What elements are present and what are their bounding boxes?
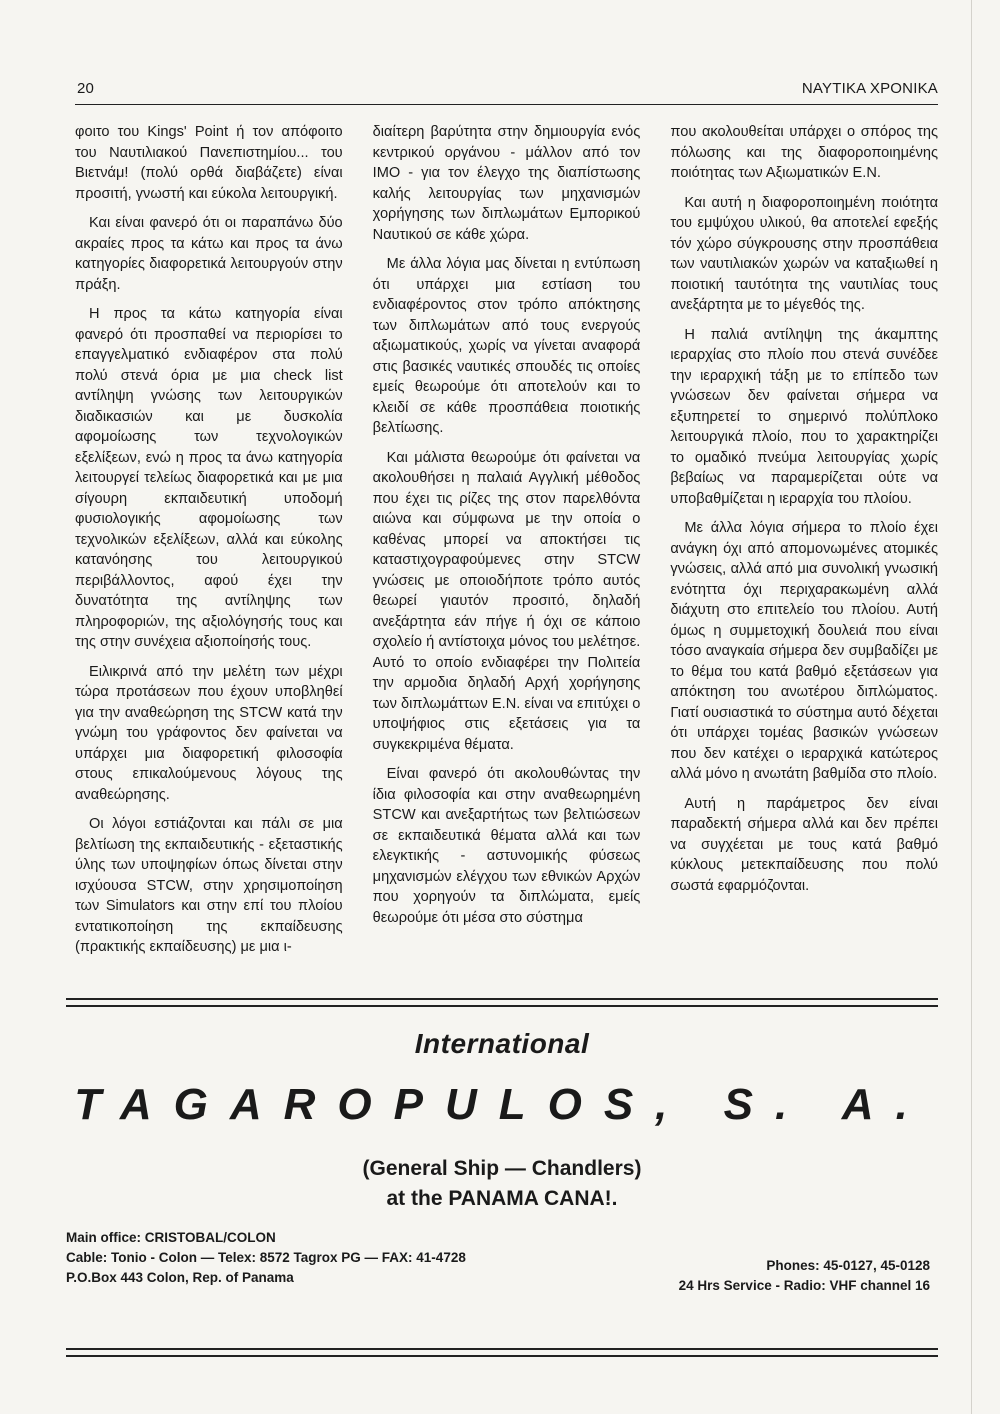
- paragraph: Με άλλα λόγια μας δίνεται η εντύπωση ότι υπάρχει μια εστίαση του ενδιαφέροντος στον τρόπο απόκτησης των διπλωμάτων από τους ενεργούς αξιωματικούς, χωρίς να γίνεται αναφορά στις βασικές ναυτικές σπουδές τις οποίες εμείς θεωρούμε ότι αποτελούν και το κλειδί σε κάθε προσπάθεια ποιοτικής βελτίωσης.: [372, 256, 641, 436]
- ad-main-office: Main office: CRISTOBAL/COLON: [66, 1230, 276, 1245]
- ad-pobox: P.O.Box 443 Colon, Rep. of Panama: [66, 1270, 294, 1285]
- paragraph: που ακολουθείται υπάρχει ο σπόρος της πόλωσης και της διαφοροποιημένης ποιότητας των Αξιωματικών Ε.Ν.: [670, 124, 939, 181]
- ad-phones: Phones: 45-0127, 45-0128: [766, 1258, 930, 1273]
- paragraph: Είναι φανερό ότι ακολουθώντας την ίδια φιλοσοφία και στην αναθεωρημένη STCW και ανεξαρτήτως των βελτιώσεων σε εκπαιδευτικά θέματα αλλά και των ελεγκτικής - αστυνομικής φύσεως μηχανισμών ελέγχου των εθνικών Αρχών που χορηγούν τα διπλώματα, εμείς θεωρούμε ότι μέσα στο σύστημα: [372, 766, 641, 926]
- ad-tagline: [66, 1154, 938, 1214]
- paragraph: Και μάλιστα θεωρούμε ότι φαίνεται να ακολουθήσει η παλαιά Αγγλική μέθοδος που έχει τις ρίζες της στον παρελθόντα αιώνα και σύμφωνα με την οποία ο καθένας μπορεί να αποκτήσει τις καταστιχογραφούμενες στην STCW γνώσεις με οποιοδήποτε τρόπο αυτός θεωρεί γιαυτόν προσιτό, δηλαδή ανεξάρτητα εάν πήγε ή όχι σε κάποιο σχολείο ή αντίστοιχα μόνος του μελέτησε. Αυτό το οποίο ενδιαφέρει την Πολιτεία την αρμοδια δηλαδή Αρχή χορήγησης των διπλωμάττων Ε.Ν. είναι να επιτύχει ο υποψήφιος στις εξετάσεις για τα συγκεκριμένα θέματα.: [372, 449, 641, 753]
- ad-cable: Cable: Tonio - Colon — Telex: 8572 Tagrox PG — FAX: 41-4728: [66, 1250, 466, 1265]
- paragraph: διαίτερη βαρύτητα στην δημιουργία ενός κεντρικού οργάνου - μάλλον από τον ΙΜΟ - για τον έλεγχο της διαπίστωσης καλής λειτουργίας των μηχανισμών χορήγησης των διπλωμάτων Εμπορικού Ναυτικού σε κάθε χώρα.: [372, 124, 641, 243]
- paragraph: Και είναι φανερό ότι οι παραπάνω δύο ακραίες προς τα κάτω και προς τα άνω κατηγορίες διαφορετικά λειτουργούν στην πράξη.: [75, 215, 343, 293]
- paragraph: Οι λόγοι εστιάζονται και πάλι σε μια βελτίωση της εκπαιδευτικής - εξεταστικής ύλης των υποψηφίων όπως δίνεται στην ισχύουσα STCW, στην χρησιμοποίηση των Simulators και στην επί του πλοίου εντατικοποίηση της εκπαίδευσης (πρακτικής εκπαίδευσης) με μια ι-: [75, 816, 343, 955]
- paragraph: Η παλιά αντίληψη της άκαμπτης ιεραρχίας στο πλοίο που στενά συνέδεε την ιεραρχική τάξη με το επίπεδο των γνώσεων δεν φαίνεται σήμερα να εξυπηρετεί το σημερινό πολύπλοκο λειτουργικά πλοίο, που το χαρακτηρίζει το ομαδικό πνεύμα λειτουργίας χωρίς βεβαίως να παραμερίζεται ούτε να υποβαθμίζεται η ιεραρχία του πλοίου.: [670, 326, 939, 507]
- ad-tagline-line2: at the PANAMA CANA!.: [386, 1187, 618, 1210]
- ad-phones-block: [679, 1256, 930, 1296]
- page-header: [75, 78, 938, 105]
- ad-contact: [66, 1228, 466, 1288]
- article-column-3: [670, 122, 938, 990]
- page-edge-line: [971, 0, 972, 1414]
- ad-service: 24 Hrs Service - Radio: VHF channel 16: [678, 1278, 930, 1293]
- article-body: [75, 122, 938, 990]
- article-column-2: [373, 122, 641, 990]
- paragraph: Ειλικρινά από την μελέτη των μέχρι τώρα προτάσεων που έχουν υποβληθεί για την αναθεώρηση της STCW κατά την γνώμη του γράφοντος δεν φαίνεται να υπάρχει μια διαφορετική φιλοσοφία στους επικαλούμενους λόγους της αναθεώρησης.: [75, 663, 343, 803]
- article-column-1: [75, 122, 343, 990]
- ad-international: International: [414, 1028, 590, 1059]
- magazine-title: ΝΑΥΤΙΚΑ ΧΡΟΝΙΚΑ: [801, 80, 938, 97]
- page-number: 20: [77, 80, 95, 97]
- ad-bottom-rule: [66, 1348, 938, 1357]
- ad-tagline-line1: (General Ship — Chandlers): [362, 1157, 642, 1180]
- ad-company-name: TAGAROPULOS, S. A.: [74, 1080, 930, 1129]
- paragraph: Με άλλα λόγια σήμερα το πλοίο έχει ανάγκη όχι από απομονωμένες ατομικές γνώσεις, αλλά από μια συνολική γνωσική ενότηττα όχι περιχαρακωμένη αλλά διάχυτη στο επιτελείο του πλοίου. Αυτή όμως η συμμετοχική δουλειά που είναι τόσο αναγκαία σήμερα δεν συμβαδίζει με το θέμα του κατά βαθμό εξετάσεων για απόκτηση του ανωτέρου διπλώματος. Γιατί ουσιαστικά το σύστημα αυτό δέχεται ότι υπάρχει τομέας βασικών γνώσεων που δεν κατέχει ο ιεραρχικά κατώτερος αλλά μόνο η ανωτάτη βαθμίδα στο πλοίο.: [670, 520, 939, 782]
- paragraph: Η προς τα κάτω κατηγορία είναι φανερό ότι προσπαθεί να περιορίσει το επαγγελματικό ενδιαφέρον στα πολύ πολύ στενά όρια με μια check list αντίληψη γνώσης των λειτουργικών διαδικασιών και με δυσκολία αφομοίωσης των τεχνολογικών εξελίξεων, ενώ η προς τα άνω κατηγορία λειτουργεί τελείως διαφορετικά και με μια σίγουρη εκπαιδευτική υποδομή φυσιολογικής αφομοίωσης των τεχνολικών εξελίξεων, αλλά και εύκολης κατανόησης του λειτουργικού περιβάλλοντος, αφού έχει την δυνατότητα της αντίληψης των πληροφοριών, της αξιολόγησής τους και της στην συνέχεια αξιοποίησής τους.: [75, 306, 343, 650]
- paragraph: φοιτο του Kings' Point ή τον απόφοιτο του Ναυτιλιακού Πανεπιστημίου... του Βιετνάμ! (πολύ ορθά διαβάζετε) είναι προσιτή, γνωστή και εύκολα λειτουργική.: [75, 124, 343, 202]
- ad-top-rule: [66, 998, 938, 1007]
- paragraph: Και αυτή η διαφοροποιημένη ποιότητα του εμψύχου υλικού, θα αποτελεί εφεξής τόν χώρο σύγκρουσης στην προσπάθεια των ναυτιλιακών χωρών να καταξιωθεί η ποιοτική ταυτότητα της ναυτιλίας τους ανεξάρτητα με το μέγεθός της.: [670, 194, 939, 313]
- advertisement: [66, 998, 938, 1360]
- paragraph: Αυτή η παράμετρος δεν είναι παραδεκτή σήμερα αλλά και δεν πρέπει να συγχέεται με τους κατά βαθμό κύκλους μετεκπαίδευσης που πολύ σωστά εφαρμόζονται.: [670, 795, 939, 894]
